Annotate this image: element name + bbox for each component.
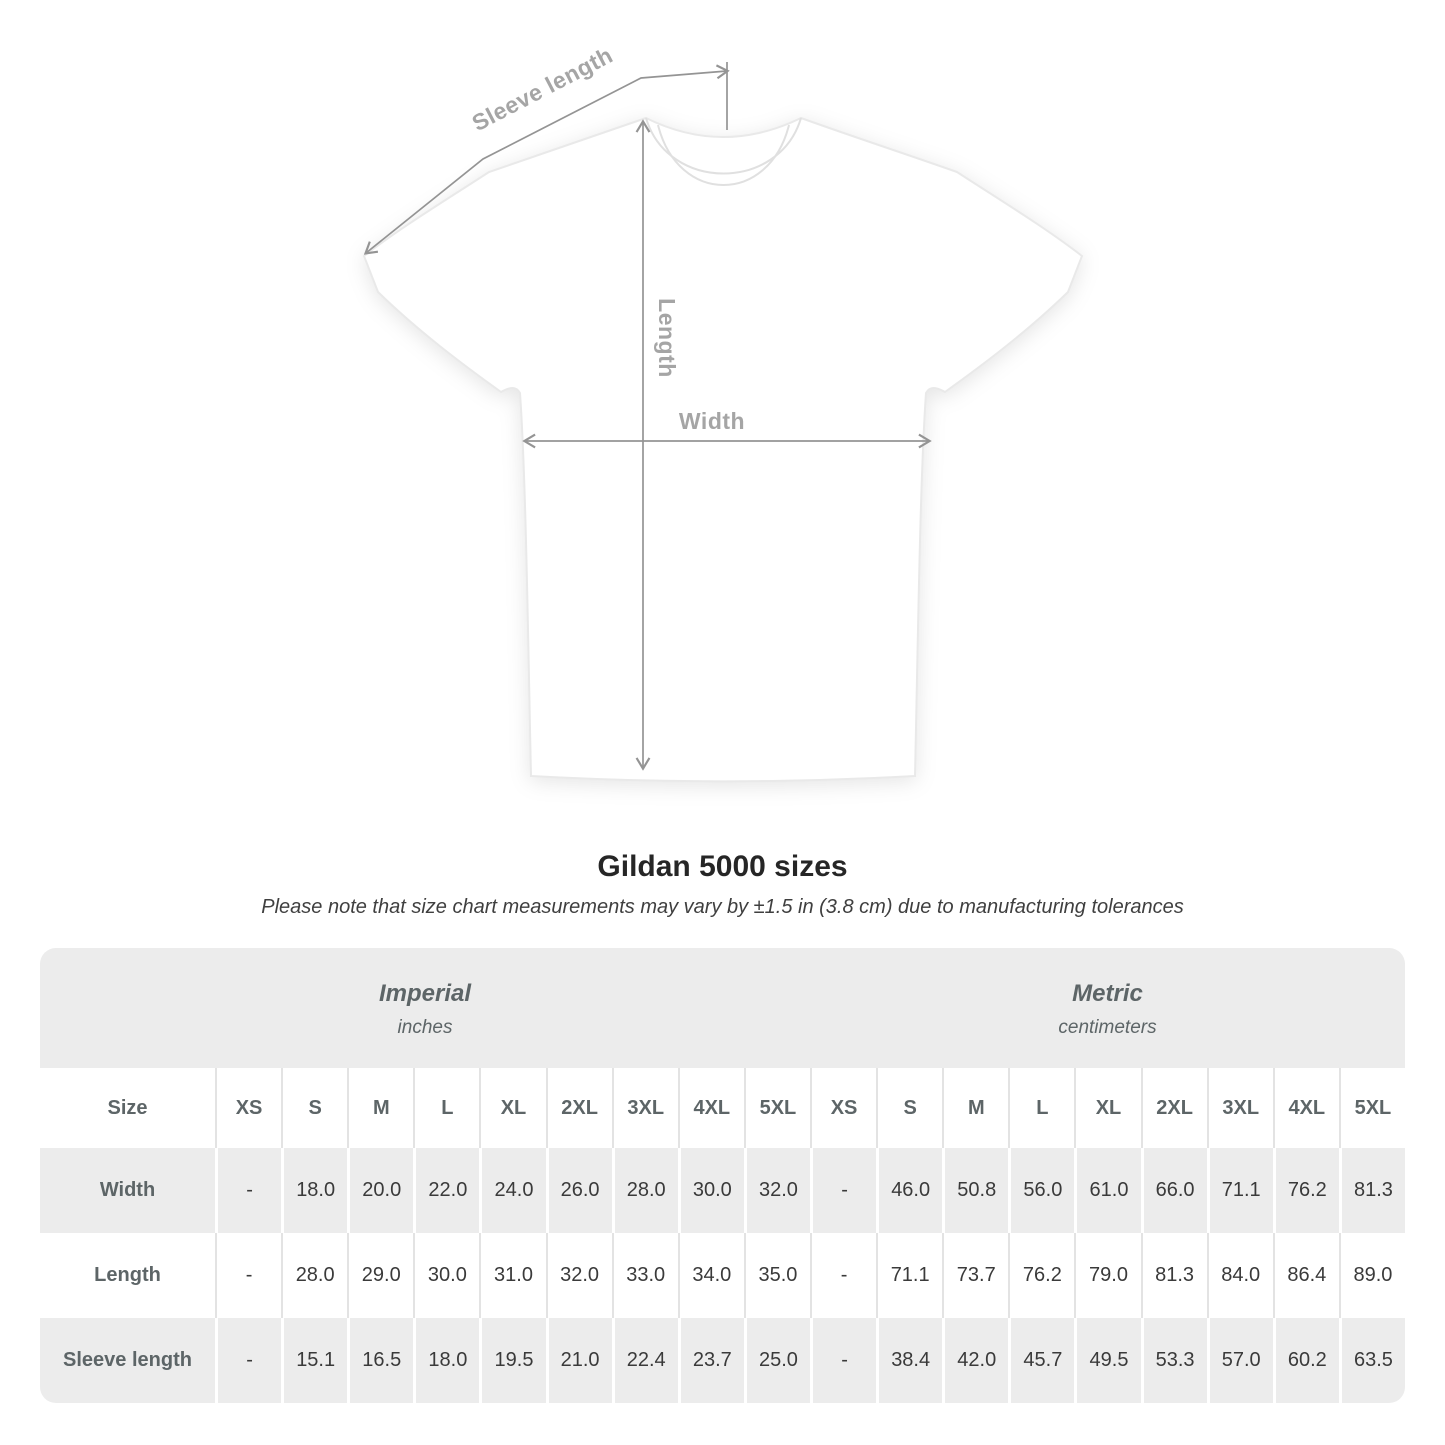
measurement-cell: - [810, 1148, 876, 1233]
measurement-cell: 71.1 [1207, 1148, 1273, 1233]
size-col-header: 2XL [546, 1068, 612, 1148]
measurement-cell: 63.5 [1339, 1318, 1405, 1403]
measurement-cell: 30.0 [413, 1233, 479, 1318]
measurement-cell: 57.0 [1207, 1318, 1273, 1403]
measurement-cell: 31.0 [479, 1233, 545, 1318]
measurement-cell: 61.0 [1074, 1148, 1140, 1233]
imperial-unit-group [40, 948, 810, 1068]
size-col-header: 3XL [612, 1068, 678, 1148]
measurement-cell: 76.2 [1273, 1148, 1339, 1233]
table-row-width [40, 1148, 1405, 1233]
measurement-cell: 84.0 [1207, 1233, 1273, 1318]
sleeve-length-label: Sleeve length [467, 41, 617, 137]
measurement-cell: 21.0 [546, 1318, 612, 1403]
table-row-length [40, 1233, 1405, 1318]
metric-label: Metric [1072, 979, 1143, 1007]
size-col-header: 5XL [744, 1068, 810, 1148]
size-col-header: 3XL [1207, 1068, 1273, 1148]
length-label: Length [654, 298, 680, 378]
imperial-label: Imperial [378, 979, 472, 1007]
measurement-cell: 42.0 [942, 1318, 1008, 1403]
measurement-cell: 19.5 [479, 1318, 545, 1403]
measurement-cell: 79.0 [1074, 1233, 1140, 1318]
size-col-header: M [347, 1068, 413, 1148]
size-col-header: XL [479, 1068, 545, 1148]
measurement-cell: 23.7 [678, 1318, 744, 1403]
measurement-cell: 38.4 [876, 1318, 942, 1403]
size-col-header: S [876, 1068, 942, 1148]
size-col-header: M [942, 1068, 1008, 1148]
metric-unit-group [810, 948, 1405, 1068]
measurement-cell: 60.2 [1273, 1318, 1339, 1403]
size-col-header: L [413, 1068, 479, 1148]
measurement-cell: 30.0 [678, 1148, 744, 1233]
size-col-header: 4XL [678, 1068, 744, 1148]
measurement-cell: 89.0 [1339, 1233, 1405, 1318]
measurement-cell: 56.0 [1008, 1148, 1074, 1233]
measurement-cell: 86.4 [1273, 1233, 1339, 1318]
row-label: Width [40, 1148, 215, 1233]
measurement-cell: 20.0 [347, 1148, 413, 1233]
measurement-cell: 34.0 [678, 1233, 744, 1318]
measurement-cell: 49.5 [1074, 1318, 1140, 1403]
size-col-header: S [281, 1068, 347, 1148]
imperial-sublabel: inches [397, 1016, 453, 1038]
measurement-cell: 15.1 [281, 1318, 347, 1403]
measurement-cell: - [215, 1148, 281, 1233]
measurement-cell: 46.0 [876, 1148, 942, 1233]
table-row-sleeve-length [40, 1318, 1405, 1403]
measurement-cell: 29.0 [347, 1233, 413, 1318]
width-label: Width [678, 408, 746, 434]
measurement-cell: 16.5 [347, 1318, 413, 1403]
size-col-header: 5XL [1339, 1068, 1405, 1148]
size-col-header: 4XL [1273, 1068, 1339, 1148]
tshirt-silhouette [364, 118, 1082, 781]
measurement-cell: 22.4 [612, 1318, 678, 1403]
size-table [40, 948, 1405, 1403]
measurement-cell: 76.2 [1008, 1233, 1074, 1318]
page-title: Gildan 5000 sizes [597, 850, 848, 883]
measurement-cell: 81.3 [1141, 1233, 1207, 1318]
size-col-header: 2XL [1141, 1068, 1207, 1148]
size-header-row [40, 1068, 1405, 1148]
measurement-cell: 18.0 [413, 1318, 479, 1403]
size-col-header: L [1008, 1068, 1074, 1148]
measurement-cell: 50.8 [942, 1148, 1008, 1233]
measurement-cell: - [810, 1233, 876, 1318]
measurement-cell: 73.7 [942, 1233, 1008, 1318]
measurement-cell: 18.0 [281, 1148, 347, 1233]
unit-band [40, 948, 1405, 1068]
page-subtitle: Please note that size chart measurements may vary by ±1.5 in (3.8 cm) due to manufacturing tolerances [261, 896, 1184, 918]
measurement-cell: 66.0 [1141, 1148, 1207, 1233]
measurement-cell: 81.3 [1339, 1148, 1405, 1233]
measurement-cell: 32.0 [546, 1233, 612, 1318]
measurement-cell: 71.1 [876, 1233, 942, 1318]
measurement-cell: - [810, 1318, 876, 1403]
measurement-cell: 24.0 [479, 1148, 545, 1233]
measurement-cell: 32.0 [744, 1148, 810, 1233]
measurement-cell: 53.3 [1141, 1318, 1207, 1403]
size-col-header: XS [215, 1068, 281, 1148]
metric-sublabel: centimeters [1058, 1016, 1157, 1038]
row-label: Length [40, 1233, 215, 1318]
measurement-cell: - [215, 1233, 281, 1318]
measurement-cell: 33.0 [612, 1233, 678, 1318]
measurement-cell: 26.0 [546, 1148, 612, 1233]
measurement-cell: 28.0 [281, 1233, 347, 1318]
measurement-cell: 35.0 [744, 1233, 810, 1318]
measurement-cell: - [215, 1318, 281, 1403]
measurement-cell: 22.0 [413, 1148, 479, 1233]
size-header-label: Size [40, 1068, 215, 1148]
measurement-cell: 25.0 [744, 1318, 810, 1403]
measurement-cell: 28.0 [612, 1148, 678, 1233]
size-col-header: XL [1074, 1068, 1140, 1148]
measurement-cell: 45.7 [1008, 1318, 1074, 1403]
row-label: Sleeve length [40, 1318, 215, 1403]
size-col-header: XS [810, 1068, 876, 1148]
